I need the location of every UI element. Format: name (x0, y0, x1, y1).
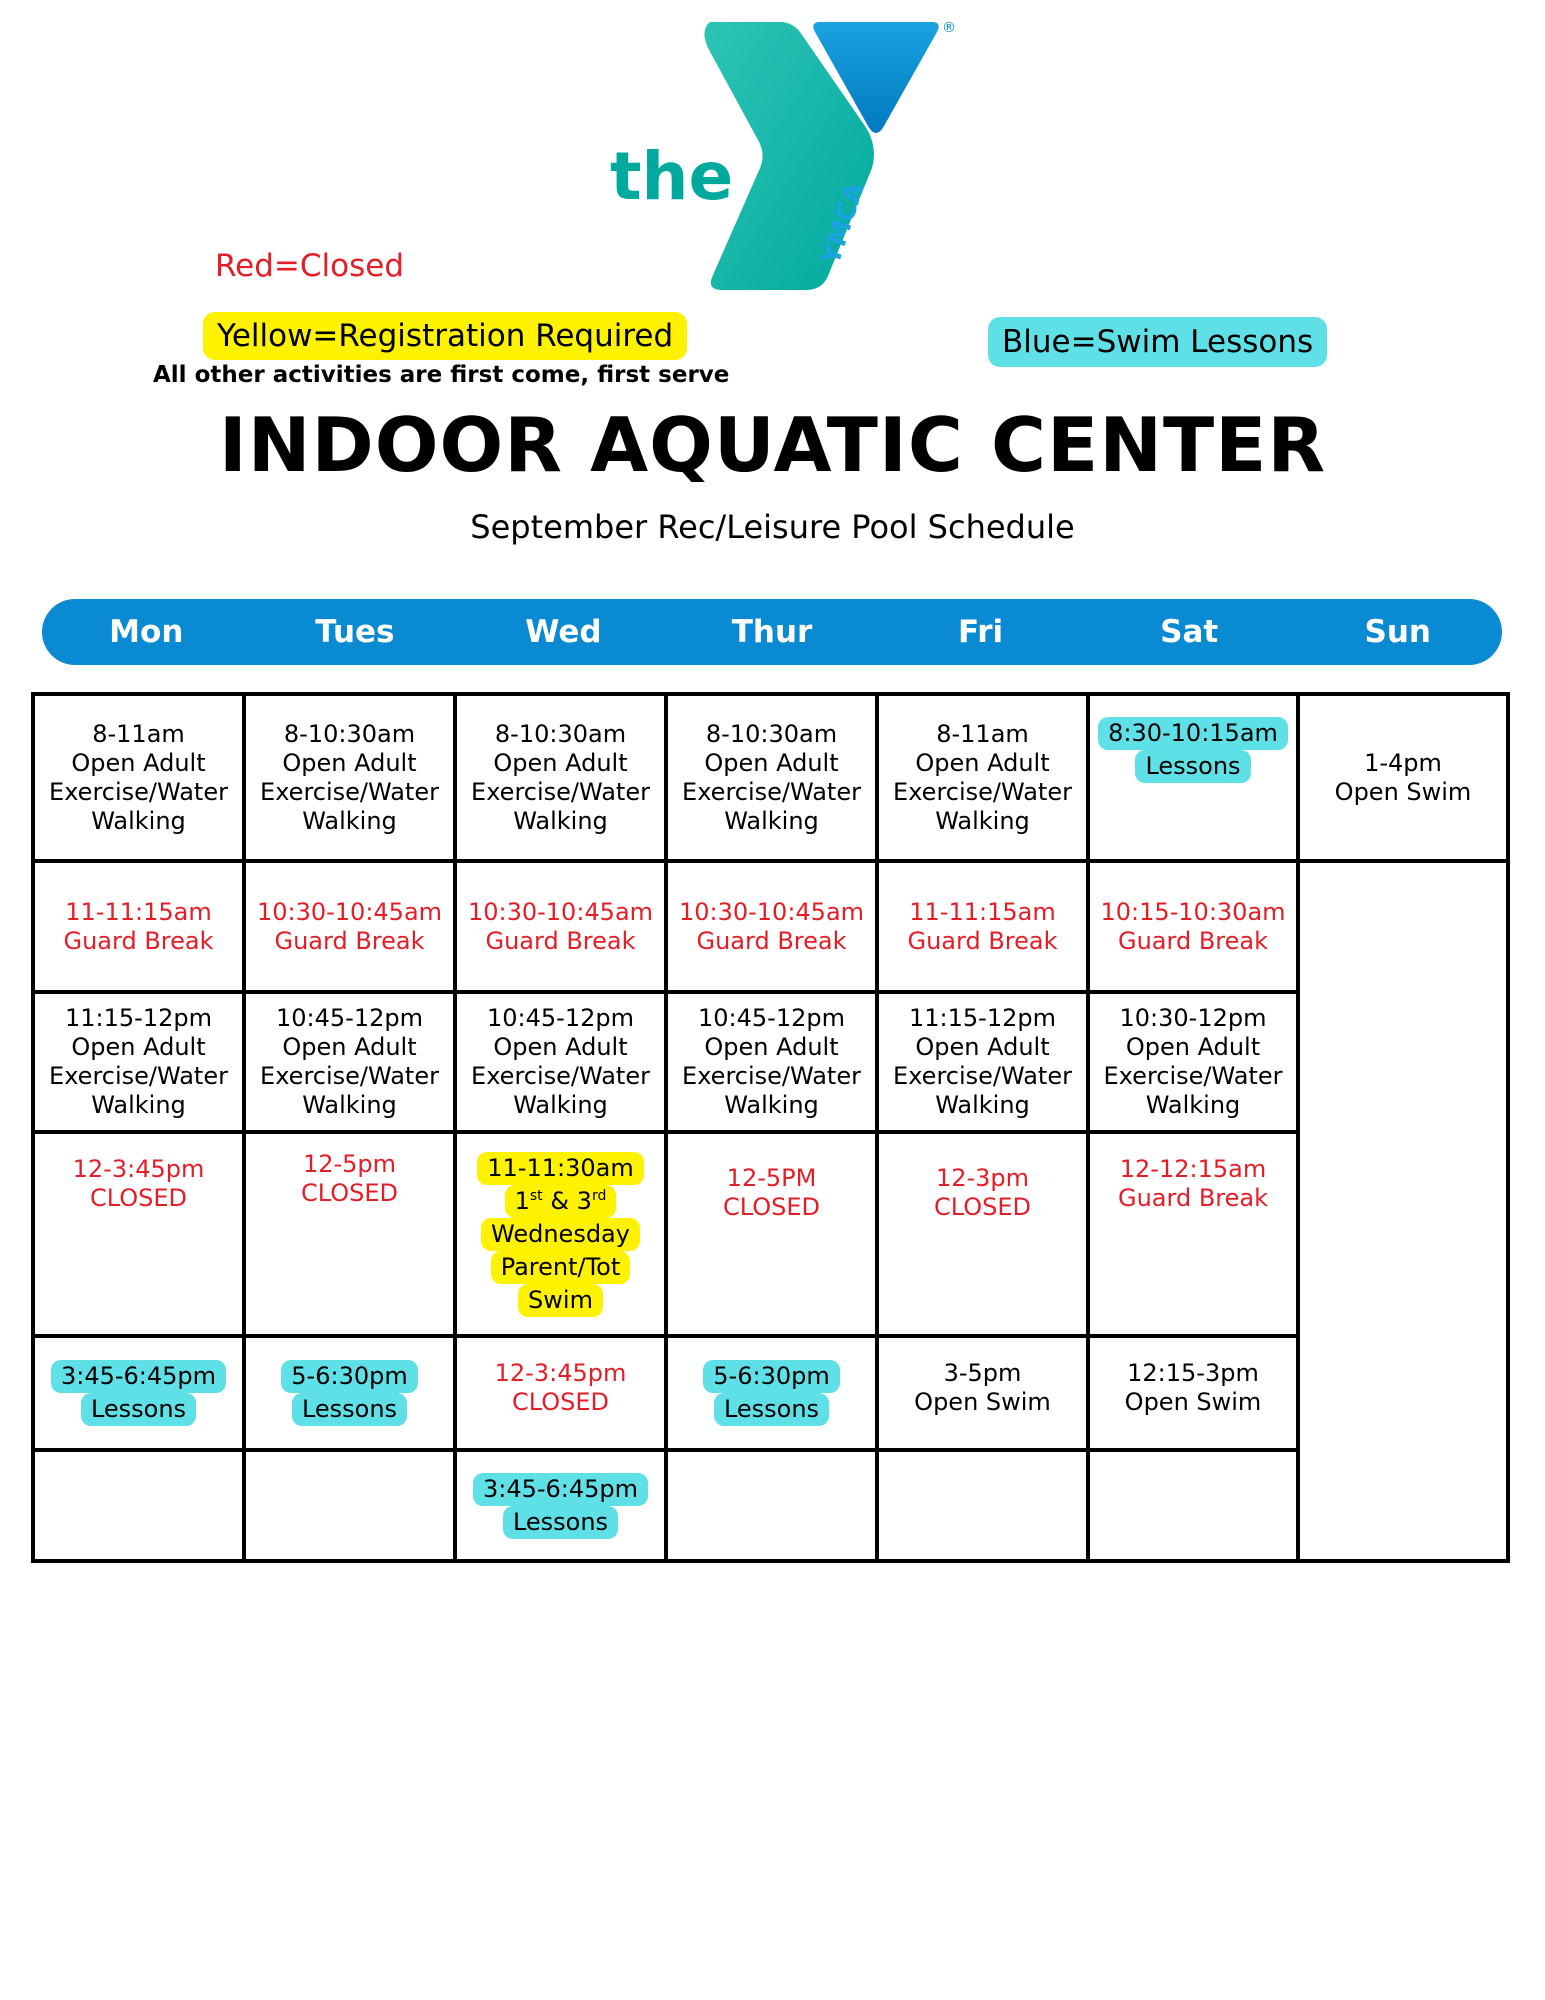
cell-time: 8:30-10:15am (1098, 717, 1288, 750)
thu-lessons (668, 1338, 875, 1448)
cell-line: CLOSED (89, 1184, 188, 1212)
cell-line: Exercise/Water (893, 777, 1072, 806)
cell-line: Walking (935, 806, 1030, 835)
cell-line: Guard Break (1118, 1184, 1268, 1212)
cell-line: Open Swim (1334, 777, 1472, 806)
cell-line: Wednesday (481, 1218, 640, 1251)
cell-time: 11-11:15am (65, 897, 212, 926)
cell-line: Walking (302, 1091, 397, 1119)
cell-line: Open Adult (704, 748, 839, 777)
cell-text: rd (591, 1187, 607, 1204)
cell-time: 8-10:30am (283, 719, 416, 748)
cell-time: 10:30-12pm (1119, 1004, 1267, 1032)
cell-line: Open Adult (282, 1033, 417, 1061)
cell-line: Exercise/Water (49, 1062, 228, 1090)
cell-line: Open Adult (915, 748, 1050, 777)
cell-line: Walking (724, 806, 819, 835)
tue-closed (246, 1134, 453, 1224)
sat-open-adult-midday (1090, 994, 1296, 1130)
cell-line: Lessons (81, 1393, 196, 1426)
cell-line: Exercise/Water (471, 777, 650, 806)
day-sat: Sat (1160, 614, 1219, 650)
page-title: INDOOR AQUATIC CENTER (218, 401, 1327, 489)
lesson-pill (473, 1473, 648, 1539)
cell-time: 10:30-10:45am (256, 897, 443, 926)
grid-line (31, 1559, 1510, 1563)
cell-time: 10:45-12pm (487, 1004, 634, 1032)
cell-time: 8-10:30am (494, 719, 627, 748)
logo-text: the (610, 138, 734, 215)
cell-time: 5-6:30pm (281, 1360, 417, 1393)
sat-guard-break-noon (1090, 1134, 1296, 1234)
cell-line: Walking (1145, 1091, 1241, 1119)
cell-line: Guard Break (907, 926, 1058, 955)
cell-time: 12-5PM (726, 1164, 817, 1192)
cell-line: Lessons (1135, 750, 1250, 783)
cell-line: Lessons (714, 1393, 829, 1426)
day-thu: Thur (731, 614, 813, 650)
fri-open-swim (879, 1338, 1086, 1438)
day-wed: Wed (525, 614, 602, 650)
cell-line: CLOSED (722, 1193, 821, 1221)
mon-open-adult-morning (35, 696, 242, 859)
wed-parent-tot-swim (457, 1134, 664, 1334)
wed-lessons (457, 1452, 664, 1559)
cell-time: 10:30-10:45am (678, 897, 865, 926)
cell-line: Open Swim (1124, 1388, 1262, 1416)
wed-closed (457, 1338, 664, 1438)
cell-line: Parent/Tot (491, 1251, 631, 1284)
cell-line: Open Adult (493, 1033, 628, 1061)
lesson-pill (281, 1360, 417, 1426)
cell-line: Walking (302, 806, 397, 835)
day-fri: Fri (958, 614, 1004, 650)
cell-time: 8-10:30am (705, 719, 838, 748)
cell-line: Open Adult (493, 748, 628, 777)
cell-time: 3:45-6:45pm (473, 1473, 648, 1506)
sat-lessons (1090, 696, 1296, 804)
page-subtitle: September Rec/Leisure Pool Schedule (470, 508, 1075, 546)
cell-time: 11:15-12pm (65, 1004, 212, 1032)
cell-line: Walking (724, 1091, 819, 1119)
cell-line: Exercise/Water (682, 1062, 861, 1090)
cell-time: 5-6:30pm (703, 1360, 839, 1393)
cell-line: Lessons (503, 1506, 618, 1539)
cell-time: 10:30-10:45am (467, 897, 654, 926)
cell-text: & 3 (550, 1186, 592, 1215)
cell-line: Open Swim (914, 1388, 1051, 1416)
cell-line: Exercise/Water (49, 777, 228, 806)
cell-line: CLOSED (933, 1193, 1032, 1221)
registration-pill (477, 1152, 643, 1317)
lesson-pill (51, 1360, 226, 1426)
mon-open-adult-midday (35, 994, 242, 1130)
cell-line: CLOSED (511, 1388, 610, 1416)
thu-open-adult-midday (668, 994, 875, 1130)
cell-line: Exercise/Water (682, 777, 861, 806)
cell-time: 1-4pm (1364, 748, 1442, 777)
cell-line: Guard Break (1118, 926, 1268, 955)
lesson-pill (703, 1360, 839, 1426)
sat-open-swim (1090, 1338, 1296, 1438)
fri-open-adult-midday (879, 994, 1086, 1130)
cell-line: Guard Break (485, 926, 636, 955)
cell-time: 3:45-6:45pm (51, 1360, 226, 1393)
cell-time: 10:45-12pm (276, 1004, 423, 1032)
fri-closed (879, 1134, 1086, 1252)
cell-line: Open Adult (704, 1033, 839, 1061)
cell-time: 11:15-12pm (909, 1004, 1056, 1032)
cell-line (505, 1185, 617, 1218)
cell-line: Lessons (292, 1393, 407, 1426)
mon-guard-break (35, 863, 242, 990)
day-sun: Sun (1364, 614, 1431, 650)
cell-time: 12-3:45pm (72, 1155, 205, 1183)
mon-closed (35, 1134, 242, 1234)
day-tue: Tues (315, 614, 395, 650)
cell-time: 12-3:45pm (494, 1359, 627, 1387)
cell-line: Exercise/Water (260, 777, 439, 806)
thu-closed (668, 1134, 875, 1252)
fri-open-adult-morning (879, 696, 1086, 859)
cell-line: Guard Break (274, 926, 425, 955)
cell-time: 12:15-3pm (1127, 1359, 1259, 1387)
cell-text: st (529, 1187, 543, 1204)
mon-lessons (35, 1338, 242, 1448)
grid-line (31, 1448, 1300, 1452)
cell-line: Swim (518, 1284, 603, 1317)
day-mon: Mon (109, 614, 184, 650)
cell-time: 11-11:30am (477, 1152, 643, 1185)
cell-time: 11-11:15am (909, 897, 1056, 926)
cell-line: Exercise/Water (1103, 1062, 1283, 1090)
cell-time: 12-3pm (935, 1164, 1030, 1192)
cell-time: 12-5pm (302, 1150, 397, 1178)
cell-line: Walking (91, 806, 186, 835)
tue-guard-break (246, 863, 453, 990)
sun-open-swim (1300, 696, 1506, 859)
tue-open-adult-morning (246, 696, 453, 859)
cell-line: Guard Break (696, 926, 847, 955)
cell-text: 1 (514, 1186, 530, 1215)
cell-time: 3-5pm (943, 1359, 1022, 1387)
cell-line: Exercise/Water (471, 1062, 650, 1090)
svg-text:YMCA: YMCA (816, 179, 871, 269)
cell-time: 10:15-10:30am (1100, 897, 1286, 926)
wed-open-adult-morning (457, 696, 664, 859)
cell-line: Walking (91, 1091, 186, 1119)
cell-line: Walking (513, 1091, 608, 1119)
wed-guard-break (457, 863, 664, 990)
cell-line: Guard Break (63, 926, 214, 955)
cell-time: 8-11am (92, 719, 185, 748)
tue-lessons (246, 1338, 453, 1448)
sat-guard-break (1090, 863, 1296, 990)
cell-line: Exercise/Water (260, 1062, 439, 1090)
cell-time: 12-12:15am (1119, 1155, 1267, 1183)
lesson-pill (1098, 717, 1288, 783)
cell-line: Exercise/Water (893, 1062, 1072, 1090)
cell-line: Walking (513, 806, 608, 835)
cell-line: Open Adult (71, 1033, 206, 1061)
cell-line: Open Adult (915, 1033, 1050, 1061)
cell-line: Open Adult (282, 748, 417, 777)
thu-guard-break (668, 863, 875, 990)
cell-line: CLOSED (300, 1179, 399, 1207)
cell-line: Open Adult (71, 748, 206, 777)
cell-line: Walking (935, 1091, 1030, 1119)
fri-guard-break (879, 863, 1086, 990)
thu-open-adult-morning (668, 696, 875, 859)
cell-line: Open Adult (1125, 1033, 1261, 1061)
legend-closed: Red=Closed (215, 248, 404, 284)
svg-text:®: ® (942, 20, 956, 36)
legend-registration: Yellow=Registration Required (203, 312, 687, 360)
legend-note: All other activities are first come, first serve (153, 362, 730, 388)
cell-time: 10:45-12pm (698, 1004, 845, 1032)
cell-time: 8-11am (936, 719, 1029, 748)
legend-swim-lessons: Blue=Swim Lessons (988, 317, 1327, 367)
tue-open-adult-midday (246, 994, 453, 1130)
wed-open-adult-midday (457, 994, 664, 1130)
grid-line (1506, 692, 1510, 1563)
